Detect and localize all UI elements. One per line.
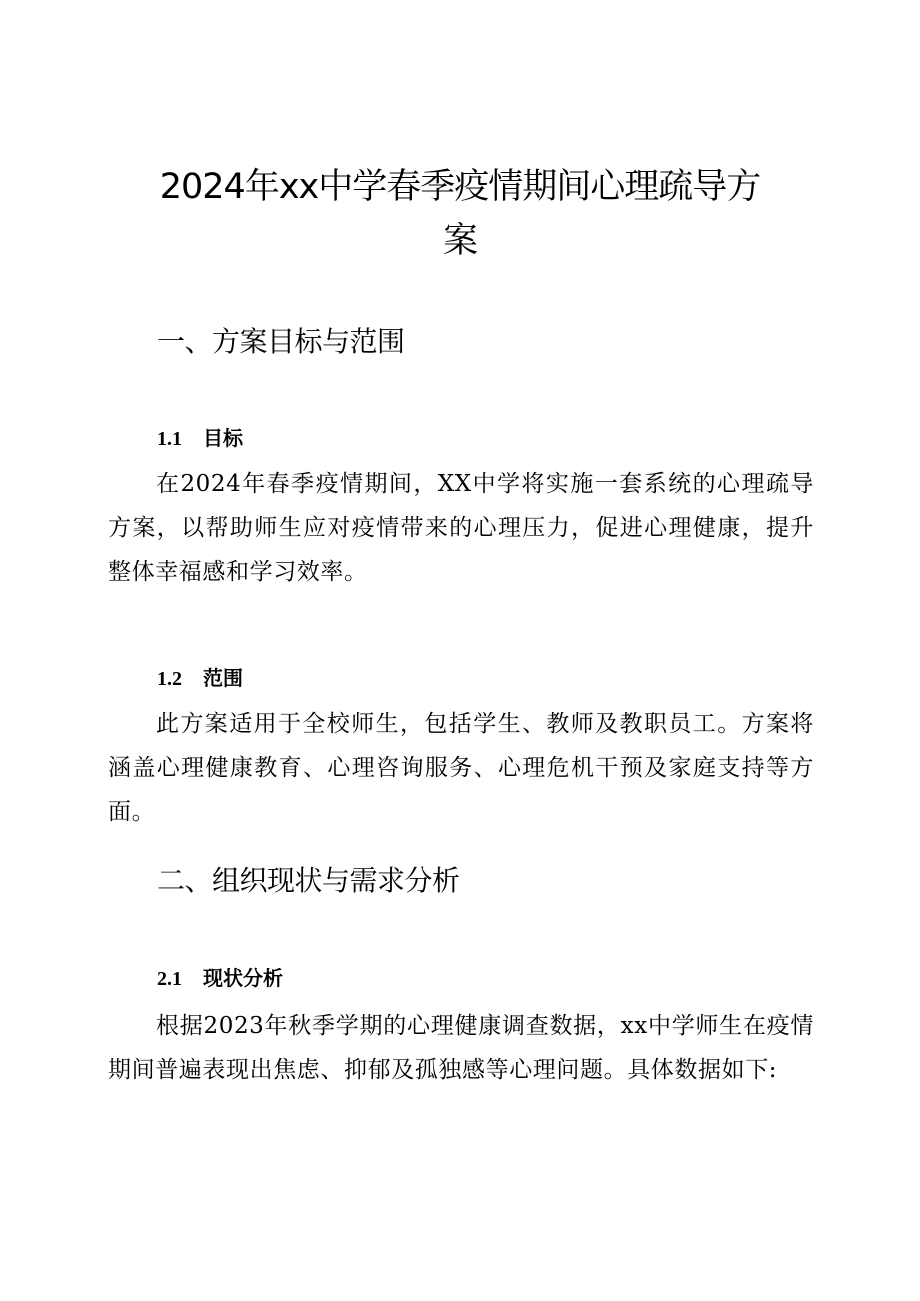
subsection-title: 现状分析 [203, 966, 283, 990]
subsection-number: 1.1 [157, 428, 182, 450]
subsection-heading-1-2 [157, 663, 243, 694]
subsection-number: 1.2 [157, 668, 182, 690]
subsection-heading-2-1 [157, 963, 283, 994]
subsection-title: 目标 [203, 426, 243, 450]
subsection-number: 2.1 [157, 968, 182, 990]
subsection-heading-1-1 [157, 423, 243, 454]
paragraph-scope: 此方案适用于全校师生，包括学生、教师及教职员工。方案将涵盖心理健康教育、心理咨询服务、心理危机干预及家庭支持等方面。 [108, 711, 814, 825]
subsection-title: 范围 [203, 666, 243, 690]
section-heading-1: 一、方案目标与范围 [157, 325, 405, 358]
document-title: 2024年xx中学春季疫情期间心理疏导方案 [159, 167, 761, 261]
paragraph-goal: 在2024年春季疫情期间，XX中学将实施一套系统的心理疏导方案，以帮助师生应对疫情带来的心理压力，促进心理健康，提升整体幸福感和学习效率。 [108, 471, 814, 585]
paragraph-status-analysis: 根据2023年秋季学期的心理健康调查数据，xx中学师生在疫情期间普遍表现出焦虑、抑郁及孤独感等心理问题。具体数据如下: [108, 1013, 814, 1083]
section-heading-2: 二、组织现状与需求分析 [157, 864, 460, 897]
